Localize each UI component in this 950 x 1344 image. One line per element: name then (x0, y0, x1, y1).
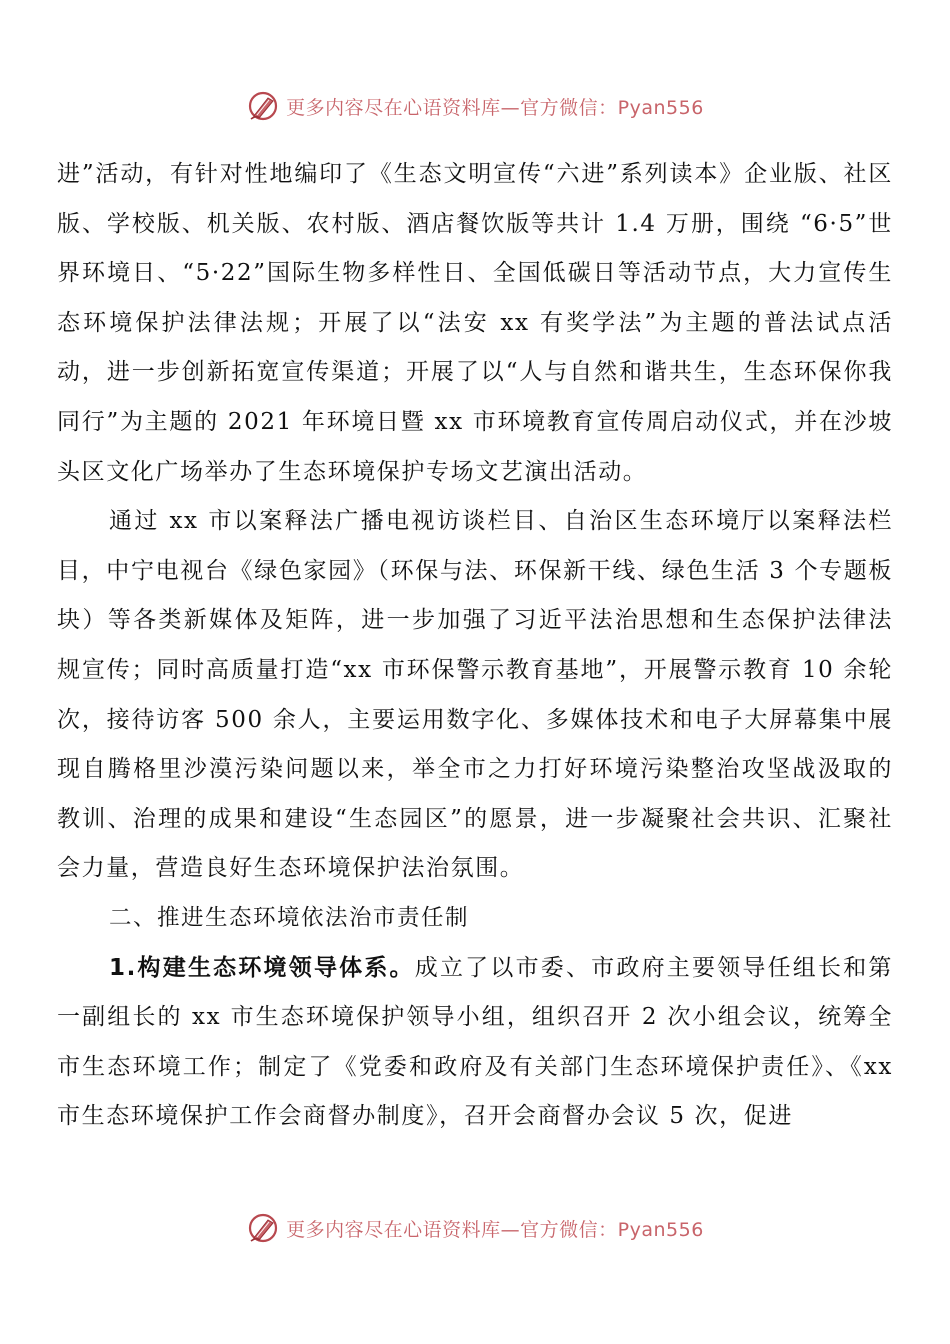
pen-nib-circle-icon (246, 1211, 280, 1245)
paragraph-3-body: 成立了以市委、市政府主要领导任组长和第一副组长的 xx 市生态环境保护领导小组，组织召开 2 次小组会议，统筹全市生态环境工作；制定了《党委和政府及有关部门生态环境保护责任》、《xx 市生态环境保护工作会商督办制度》，召开会商督办会议 5 次，促进 (57, 954, 893, 1130)
watermark-text: 更多内容尽在心语资料库—官方微信：Pyan556 (286, 96, 704, 119)
watermark-banner-top (0, 86, 950, 126)
document-body (57, 150, 893, 1142)
watermark-text: 更多内容尽在心语资料库—官方微信：Pyan556 (286, 1218, 704, 1241)
paragraph-1: 进”活动，有针对性地编印了《生态文明宣传“六进”系列读本》企业版、社区版、学校版、机关版、农村版、酒店餐饮版等共计 1.4 万册，围绕 “6·5”世界环境日、“5·22”国际生物多样性日、全国低碳日等活动节点，大力宣传生态环境保护法律法规；开展了以“法安 xx 有奖学法”为主题的普法试点活动，进一步创新拓宽宣传渠道；开展了以“人与自然和谐共生，生态环保你我同行”为主题的 2021 年环境日暨 xx 市环境教育宣传周启动仪式，并在沙坡头区文化广场举办了生态环境保护专场文艺演出活动。 (57, 161, 893, 485)
section-heading: 二、推进生态环境依法治市责任制 (109, 904, 470, 931)
pen-nib-circle-icon (246, 89, 280, 123)
watermark-banner-bottom (0, 1208, 950, 1248)
paragraph-2: 通过 xx 市以案释法广播电视访谈栏目、自治区生态环境厅以案释法栏目，中宁电视台《绿色家园》（环保与法、环保新干线、绿色生活 3 个专题板块）等各类新媒体及矩阵，进一步加强了习近平法治思想和生态保护法律法规宣传；同时高质量打造“xx 市环保警示教育基地”，开展警示教育 10 余轮次，接待访客 500 余人，主要运用数字化、多媒体技术和电子大屏幕集中展现自腾格里沙漠污染问题以来，举全市之力打好环境污染整治攻坚战汲取的教训、治理的成果和建设“生态园区”的愿景，进一步凝聚社会共识、汇聚社会力量，营造良好生态环境保护法治氛围。 (57, 508, 893, 882)
paragraph-3-lead: 1.构建生态环境领导体系。 (109, 954, 415, 981)
paragraph-3 (57, 944, 893, 1142)
